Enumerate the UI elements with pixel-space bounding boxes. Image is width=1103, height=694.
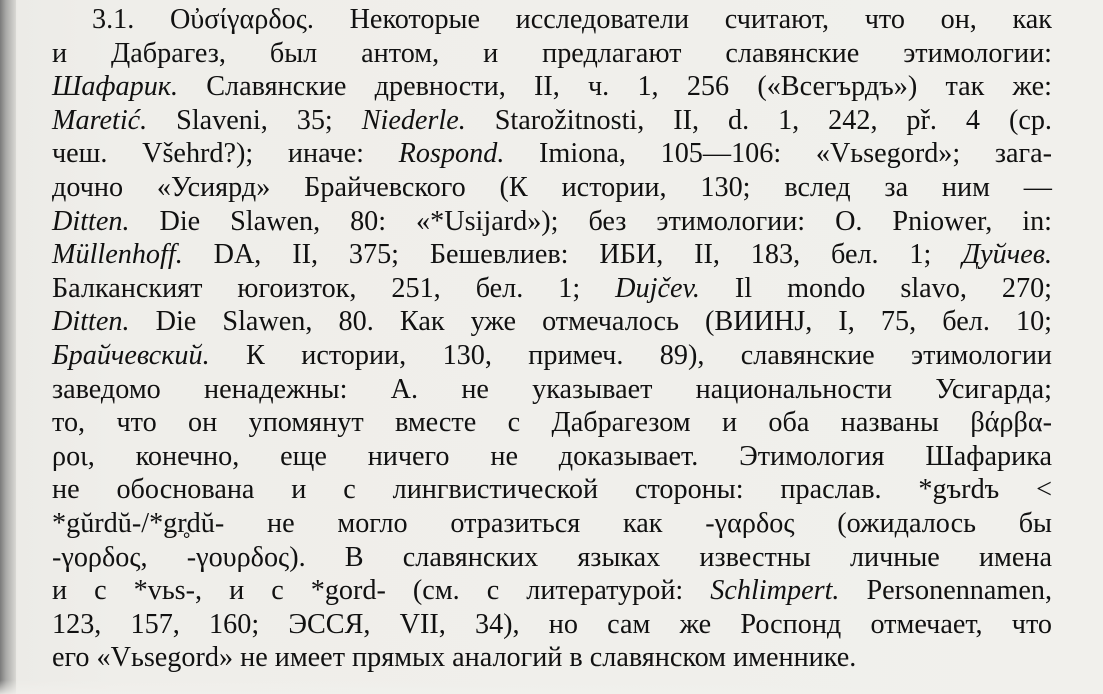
text-line xyxy=(52,70,1052,104)
text-segment: его «Vьsegord» не имеет прямых аналогий в славянском именнике. xyxy=(52,642,857,674)
text-segment: заведомо ненадежны: А. не указывает национальности Усигарда; xyxy=(52,373,1052,405)
italic-citation: Rospond. xyxy=(398,138,505,170)
text-line xyxy=(52,205,1052,239)
text-segment: чеш. Všehrd?); иначе: xyxy=(52,138,399,170)
text-line xyxy=(52,440,1052,474)
italic-citation: Müllenhoff. xyxy=(52,239,183,271)
text-segment: DA, II, 375; Бешевлиев: ИБИ, II, 183, бел. 1; xyxy=(182,239,963,271)
text-segment: 123, 157, 160; ЭССЯ, VII, 34), но сам же Роспонд отмечает, что xyxy=(52,608,1052,640)
body-text xyxy=(52,3,1052,675)
text-segment: ροι, конечно, еще ничего не доказывает. Этимология Шафарика xyxy=(52,440,1052,472)
text-segment: Slaveni, 35; xyxy=(147,104,362,136)
text-segment: Personennamen, xyxy=(839,575,1052,607)
italic-citation: Ditten. xyxy=(52,306,130,338)
text-segment: Il mondo slavo, 270; xyxy=(699,272,1052,304)
text-segment: Балканският югоизток, 251, бел. 1; xyxy=(52,272,616,304)
text-line xyxy=(52,373,1052,407)
text-line xyxy=(52,507,1052,541)
text-line xyxy=(52,171,1052,205)
text-segment: не обоснована и с лингвистической стороны: праслав. *gъrdъ < xyxy=(52,474,1052,506)
italic-citation: Ditten. xyxy=(52,205,130,237)
text-segment: Die Slawen, 80. Как уже отмечалось (ВИИНЈ, I, 75, бел. 10; xyxy=(129,306,1052,338)
text-line xyxy=(52,238,1052,272)
text-segment: дочно «Усиярд» Брайчевского (К истории, 130; вслед за ним — xyxy=(52,171,1052,203)
text-line xyxy=(52,305,1052,339)
italic-citation: Niederle. xyxy=(361,104,466,136)
text-line xyxy=(52,641,1052,675)
text-line xyxy=(52,137,1052,171)
text-line xyxy=(52,473,1052,507)
italic-citation: Шафарик. xyxy=(52,71,179,103)
italic-citation: Dujčev. xyxy=(615,272,700,304)
text-segment: Imiona, 105—106: «Vьsegord»; зага- xyxy=(504,138,1053,170)
text-segment: и Дабрагез, был антом, и предлагают славянские этимологии: xyxy=(52,37,1052,69)
text-line xyxy=(52,406,1052,440)
text-line xyxy=(52,272,1052,306)
page-bottom-edge xyxy=(0,680,1103,694)
italic-citation: Дуйчев. xyxy=(962,239,1052,271)
text-segment: и с *vьs-, и с *gord- (см. с литературой: xyxy=(52,575,711,607)
text-line xyxy=(52,608,1052,642)
text-segment: то, что он упомянут вместе с Дабрагезом и оба названы βάρβα- xyxy=(52,407,1052,439)
text-segment: *gŭrdŭ-/*gr̥dŭ- не могло отразиться как -γαρδος (ожидалось бы xyxy=(52,507,1052,539)
text-line xyxy=(52,37,1052,71)
text-line xyxy=(52,3,1052,37)
text-line xyxy=(52,339,1052,373)
page-binding-shadow xyxy=(0,0,16,694)
text-segment: Die Slawen, 80: «*Usijard»); без этимологии: O. Pniower, in: xyxy=(129,205,1052,237)
text-segment: 3.1. Οὐσίγαρδος. Некоторые исследователи считают, что он, как xyxy=(92,4,1052,35)
italic-citation: Schlimpert. xyxy=(710,575,840,607)
text-line xyxy=(52,574,1052,608)
text-segment: Славянские древности, II, ч. 1, 256 («Всегърдъ») так же: xyxy=(178,71,1052,103)
italic-citation: Maretić. xyxy=(52,104,148,136)
text-line xyxy=(52,104,1052,138)
text-segment: Starožitnosti, II, d. 1, 242, př. 4 (ср. xyxy=(465,104,1052,136)
text-line xyxy=(52,541,1052,575)
italic-citation: Брайчевский. xyxy=(52,339,210,371)
text-segment: -γορδος, -γουρδος). В славянских языках известны личные имена xyxy=(52,541,1052,573)
text-segment: К истории, 130, примеч. 89), славянские этимологии xyxy=(209,339,1052,371)
